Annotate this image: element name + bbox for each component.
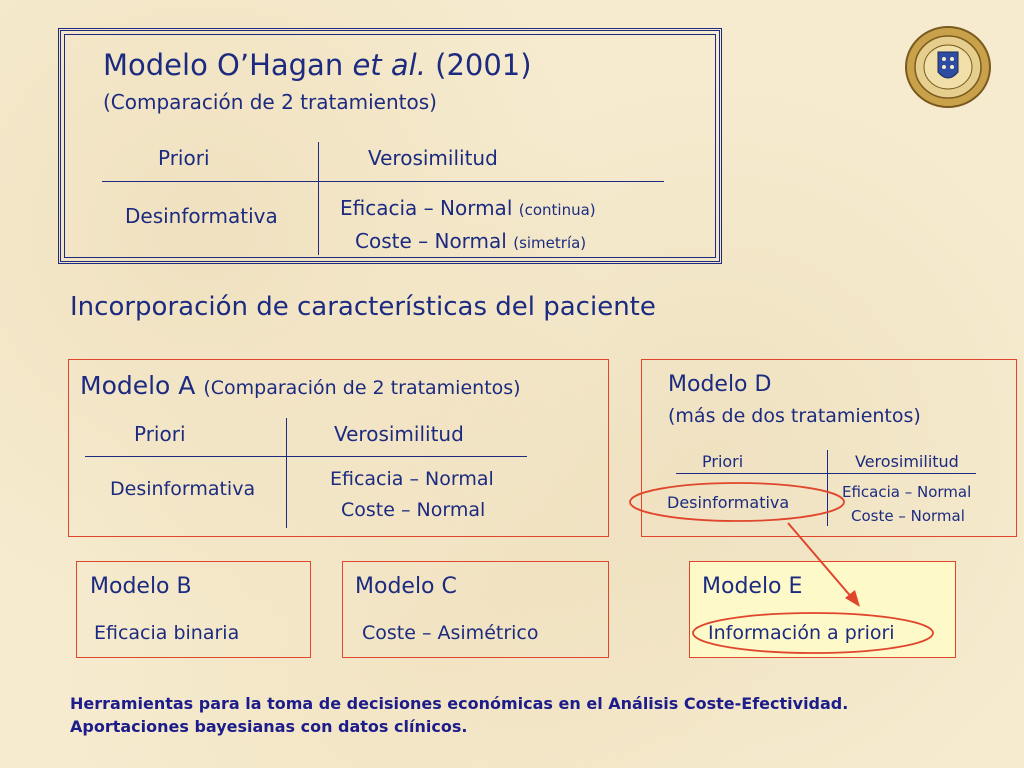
section-heading: Incorporación de características del paciente bbox=[70, 292, 656, 322]
ohagan-row-coste: Coste – Normal (simetría) bbox=[355, 229, 587, 253]
model-c-title: Modelo C bbox=[355, 574, 457, 599]
ohagan-priori-value: Desinformativa bbox=[125, 204, 278, 228]
model-a-row-eficacia: Eficacia – Normal bbox=[330, 468, 494, 490]
ohagan-row-eficacia: Eficacia – Normal (continua) bbox=[340, 196, 596, 220]
model-b-text: Eficacia binaria bbox=[94, 622, 240, 644]
model-d-priori-value: Desinformativa bbox=[667, 493, 790, 512]
model-d-title: Modelo D bbox=[668, 372, 772, 397]
model-d-subtitle: (más de dos tratamientos) bbox=[668, 405, 921, 427]
model-a-row-coste: Coste – Normal bbox=[341, 499, 486, 521]
model-b-title: Modelo B bbox=[90, 574, 192, 599]
arrow-icon bbox=[788, 523, 860, 607]
model-c-text: Coste – Asimétrico bbox=[362, 622, 539, 644]
model-e-title: Modelo E bbox=[702, 574, 803, 599]
model-a-priori-header: Priori bbox=[134, 422, 186, 446]
ohagan-priori-header: Priori bbox=[158, 146, 210, 170]
model-d-verosimilitud-header: Verosimilitud bbox=[855, 452, 959, 471]
model-d-row-eficacia: Eficacia – Normal bbox=[842, 483, 972, 501]
ohagan-verosimilitud-header: Verosimilitud bbox=[368, 146, 498, 170]
model-e-text: Información a priori bbox=[708, 622, 895, 644]
ohagan-subtitle: (Comparación de 2 tratamientos) bbox=[103, 90, 437, 114]
ohagan-title: Modelo O’Hagan et al. (2001) bbox=[103, 48, 532, 82]
model-d-row-coste: Coste – Normal bbox=[851, 507, 965, 525]
model-d-priori-header: Priori bbox=[702, 452, 744, 471]
model-a-verosimilitud-header: Verosimilitud bbox=[334, 422, 464, 446]
informacion-highlight-ellipse bbox=[693, 613, 933, 653]
priori-highlight-ellipse bbox=[630, 483, 844, 521]
model-a-priori-value: Desinformativa bbox=[110, 478, 256, 500]
model-a-title: Modelo A (Comparación de 2 tratamientos) bbox=[80, 371, 521, 400]
footer-text: Herramientas para la toma de decisiones económicas en el Análisis Coste-Efectividad. Aportaciones bayesianas con datos clínicos. bbox=[70, 694, 849, 736]
